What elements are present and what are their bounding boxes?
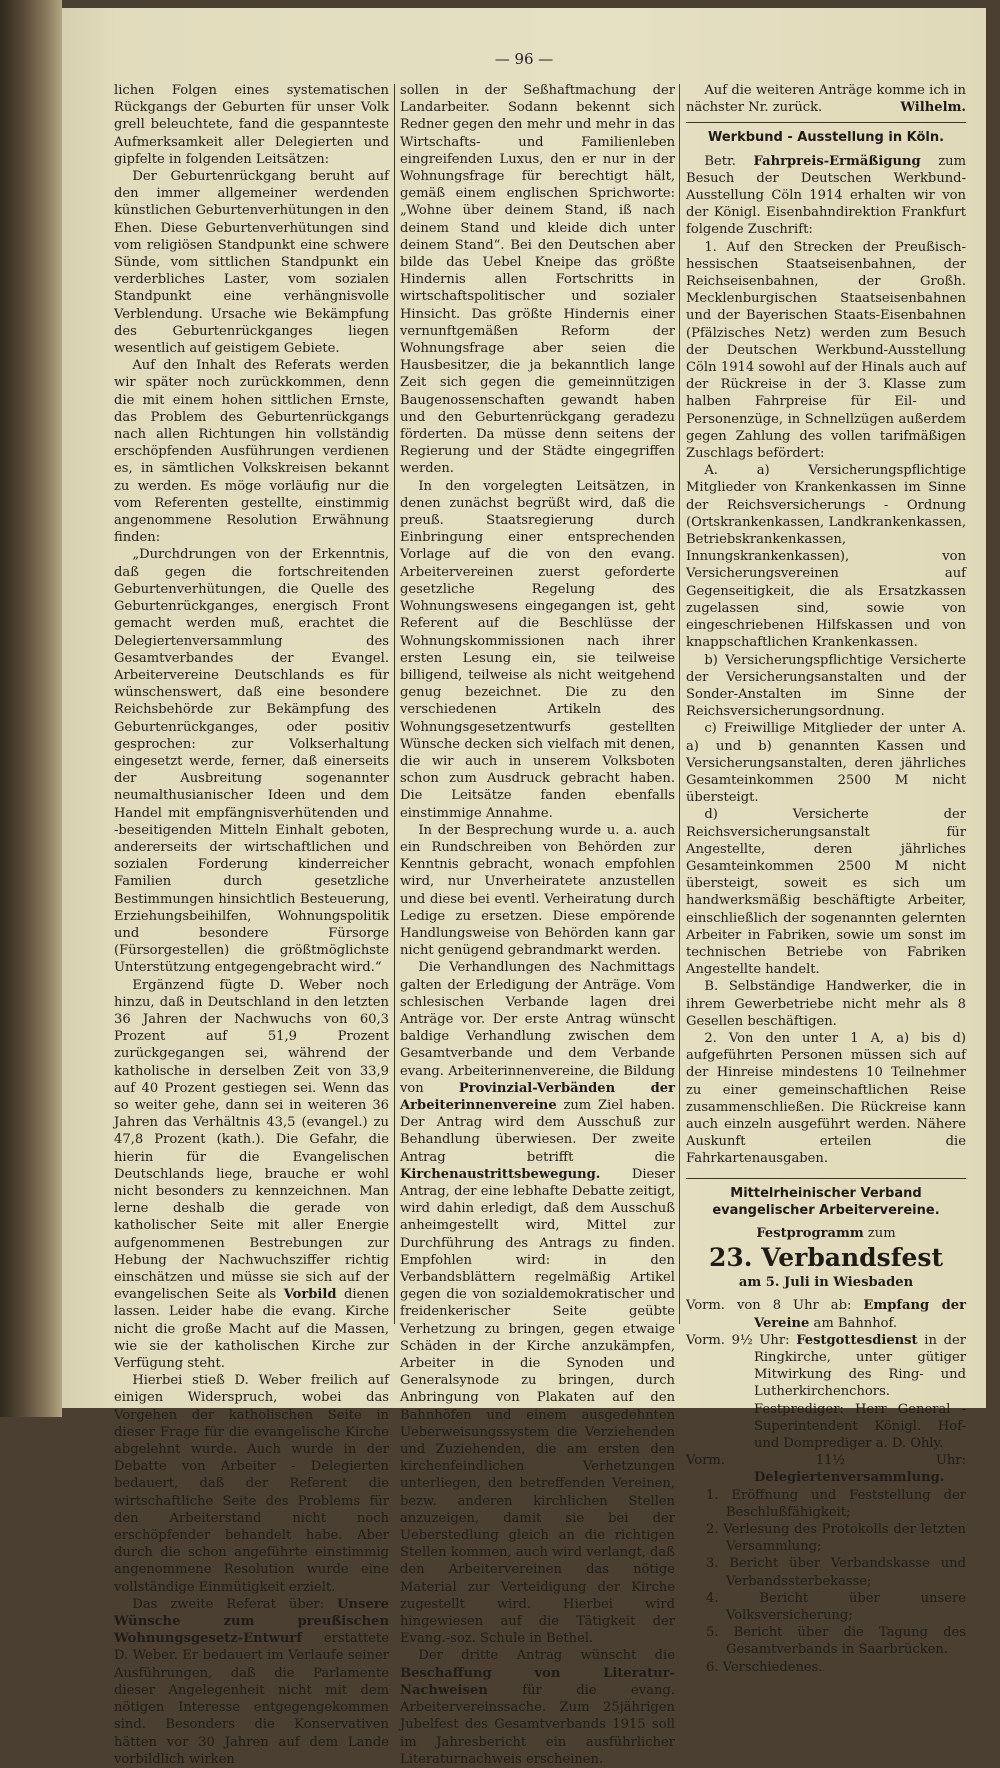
time: Vorm. 11½ Uhr: — [686, 1453, 966, 1469]
paragraph: A. a) Versicherungspflichtige Mitglieder von Krankenkassen im Sinne der Reichsversicherungs - Ordnung (Ortskrankenkassen, Landkrankenkassen, Betriebskrankenkassen, Innungskrankenkassen), von Versicherungsvereinen auf Gegenseitigkeit, die als Ersatzkassen zugelassen sind, sowie von eingeschriebenen Hilfskassen und von knappschaftlichen Krankenkassen. — [686, 463, 966, 651]
section-heading: Werkbund - Ausstellung in Köln. — [707, 130, 945, 146]
agenda-item: 3. Bericht über Verbandskasse und Verbandssterbekasse; — [706, 1556, 966, 1589]
paragraph: 2. Von den unter 1 A, a) bis d) aufgeführten Personen müssen sich auf der Hinreise mindestens 10 Teilnehmer zu einer gemeinschaftlichen Reise zusammenschließen. Die Rückreise kann auch einzeln ausgeführt werden. Nähere Auskunft erteilen die Fahrkartenausgaben. — [686, 1030, 966, 1167]
program-item — [686, 1297, 966, 1331]
column-1 — [114, 82, 390, 1767]
text: in der Ringkirche, unter gütiger Mitwirkung des Ring- und Lutherkirchenchors. Festprediger: Herr General - Superintendent Königl. Hof- und Domprediger a. D. Ohly. — [754, 1332, 966, 1452]
paragraph: b) Versicherungspflichtige Versicherte der Versicherungsanstalten und der Sonder-Anstalten im Sinne der Reichsversicherungsordnung. — [686, 652, 966, 720]
text: Der dritte Antrag wünscht die — [418, 1648, 675, 1664]
emphasis: Vorbild — [283, 1287, 337, 1303]
fest-line — [686, 1225, 966, 1242]
event-date: am 5. Juli in Wiesbaden — [738, 1275, 914, 1291]
agenda-item: 2. Verlesung des Protokolls der letzten Versammlung; — [706, 1522, 966, 1555]
program-title: Delegiertenversammlung. — [754, 1470, 945, 1486]
paragraph — [400, 1647, 675, 1767]
agenda-item: 1. Eröffnung und Feststellung der Beschlußfähigkeit; — [706, 1487, 966, 1520]
text: dienen lassen. Leider habe die evang. Kirche nicht die große Macht auf die Massen, wie sie der katholischen Kirche zur Verfügung steht. — [114, 1287, 389, 1372]
paragraph: Auf den Inhalt des Referats werden wir später noch zurückkommen, denn die mit einem hohen sittlichen Ernste, das Problem des Geburtenrückgangs nach allen Richtungen hin vollständig erschöpfenden Ausführungen verdienen es, in sämtlichen Volkskreisen bekannt zu werden. Es möge vorläufig nur die vom Referenten gestellte, einstimmig angenommene Resolution Erwähnung finden: — [114, 358, 389, 546]
text: Dieser Antrag, der eine lebhafte Debatte zeitigt, wird dahin erledigt, daß dem Ausschuß anheimgestellt wird, Mittel zur Durchführung des Antrags zu finden. Empfohlen wird: in den Verbandsblättern regelmäßig Artikel gegen die von sozialdemokratischer und freidenkerischer Seite geübte Verhetzung zu bringen, gegen etwaige Schäden in der Kirche anzukämpfen, Arbeiter in die Synoden und Generalsynode zu bringen, durch Anbringung von Plakaten auf den Bahnhöfen und einem ausgedehnten Ueberweisungssystem die Verziehenden und Zuziehenden, die am ersten den kirchenfeindlichen Verhetzungen unterliegen, den betreffenden Vereinen, bezw. anderen kirchlichen Stellen anzuzeigen, damit sie bei der Ueberstedlung gleich an die richtigen Stellen kommen, auch wird verlangt, daß den Arbeitervereinen das nötige Material zur Verteidigung der Kirche zugestellt wird. Hierbei wird hingewiesen auf die Tätigkeit der Evang.-soz. Schule in Bethel. — [400, 1166, 675, 1647]
emphasis: Provinzial-Verbänden der Arbeiterinnenvereine — [400, 1080, 675, 1113]
heading-inline: Unsere Wünsche zum preußischen Wohnungsgesetz-Entwurf — [114, 1596, 390, 1647]
paragraph: sollen in der Seßhaftmachung der Landarbeiter. Sodann bekennt sich Redner gegen den mehr und mehr in das Wirtschafts- und Familienleben eingreifenden Luxus, den er nur in der Wohnungsfrage für berechtigt hält, gemäß einem englischen Sprichworte: „Wohne über deinem Stand, iß nach deinem Stand und kleide dich unter deinem Stand“. Bei den Deutschen aber bilde das Uebel Kneipe das größte Hindernis allen Fortschritts in wirtschaftspolitischer und sozialer Hinsicht. Das größte Hindernis einer vernunftgemäßen Reform der Wohnungsfrage aber seien die Hausbesitzer, die ja bekanntlich lange Zeit sich gegen die gemeinnützigen Baugenossenschaften gewandt haben und den Geburtenrückgang geradezu förderten. Da müsse denn seitens der Regierung und der Städte eingegriffen werden. — [400, 83, 675, 477]
column-3 — [686, 82, 966, 1675]
agenda-item: 6. Verschiedenes. — [706, 1659, 823, 1675]
time: Vorm. 9½ Uhr: — [686, 1332, 790, 1348]
paragraph: Der Geburtenrückgang beruht auf den immer allgemeiner werdenden künstlichen Geburtenverhütungen in den Ehen. Diese Geburtenverhütungen sind vom religiösen Standpunkt eine schwere Sünde, vom sittlichen Standpunkt ein verderbliches Laster, vom sozialen Standpunkt eine verhängnisvolle Verblendung. Ursache wie Bekämpfung des Geburtenrückganges liegen wesentlich auf geistigem Gebiete. — [114, 169, 389, 357]
column-rule — [679, 84, 680, 1324]
paragraph — [686, 82, 966, 116]
section-heading: Mittelrheinischer Verband evangelischer Arbeitervereine. — [712, 1185, 940, 1218]
column-2 — [400, 82, 675, 1767]
text: zum — [867, 1226, 896, 1241]
text: am Bahnhof. — [813, 1315, 898, 1331]
paragraph — [114, 1596, 389, 1768]
emphasis: Beschaffung von Literatur-Nachweisen — [400, 1665, 675, 1698]
emphasis: Fahrpreis-Ermäßigung — [753, 153, 921, 169]
text: Ergänzend fügte D. Weber noch hinzu, daß in Deutschland in den letzten 36 Jahren der Nachwuchs von 60,3 Prozent auf 51,9 Prozent zurückgegangen sei, während der katholische in derselben Zeit von 33,9 auf 40 Prozent gestiegen sei. Wenn das so weiter gehe, dann sei in weiteren 36 Jahren das Verhältnis 43,5 (evangel.) zu 47,8 Prozent (kath.). Die Gefahr, die hierin für die Evangelischen Deutschlands liege, brauche er wohl nicht besonders zu kennzeichnen. Man lerne deshalb die gerade von katholischer Seite mit aller Energie aufgenommenen Bestrebungen zur Hebung der Nachwuchsziffer richtig einschätzen und müsse sie sich auf der evangelischen Seite als — [114, 977, 389, 1303]
newspaper-page — [62, 8, 986, 1767]
section-rule — [686, 122, 966, 123]
emphasis: Festprogramm — [756, 1226, 864, 1241]
paragraph — [686, 153, 966, 239]
agenda-list — [686, 1487, 966, 1676]
paragraph: In der Besprechung wurde u. a. auch ein Rundschreiben von Behörden zur Kenntnis gebracht, wonach empfohlen wird, nur Unverheiratete anzustellen und diese bei eventl. Verheiratung durch Ledige zu ersetzen. Diese empörende Handlungsweise von Behörden kann gar nicht genügend gebrandmarkt werden. — [400, 822, 675, 959]
paragraph: In den vorgelegten Leitsätzen, in denen zunächst begrüßt wird, daß die preuß. Staatsregierung durch Einbringung einer entsprechenden Vorlage auf die von den evang. Arbeitervereinen zuerst geforderte gesetzliche Regelung des Wohnungswesens eingegangen ist, geht Referent auf die Beschlüsse der Wohnungskommissionen nach ihrer ersten Lesung ein, sie teilweise billigend, teilweise als nicht weitgehend genug bezeichnet. Die zu den verschiedenen Artikeln des Wohnungsgesetzentwurfs gestellten Wünsche decken sich vielfach mit denen, die wir auch in unserem Volksboten schon zum Ausdruck gebracht haben. Die Leitsätze fanden ebenfalls einstimmige Annahme. — [400, 478, 675, 821]
paragraph — [400, 959, 675, 1647]
text: Auf die weiteren Anträge komme ich in nächster Nr. zurück. — [686, 83, 966, 116]
text: zum Besuch der Deutschen Werkbund-Ausstellung Cöln 1914 erhalten wir von der Königl. Eisenbahndirektion Frankfurt folgende Zuschrift: — [686, 153, 966, 238]
text: Die Verhandlungen des Nachmittags galten der Erledigung der Anträge. Vom schlesischen Verbande lagen drei Anträge vor. Der erste Antrag wünscht baldige Verhandlung zwischen dem Gesamtverbande und dem Verbande evang. Arbeiterinnenvereine, die Bildung von — [400, 960, 675, 1096]
text: zum Ziel haben. Der Antrag wird dem Ausschuß zur Behandlung überwiesen. Der zweite Antrag betrifft die — [400, 1097, 675, 1165]
text: Das zweite Referat über: — [132, 1596, 325, 1612]
paragraph — [114, 977, 389, 1373]
text: erstattete D. Weber. Er bedauert im Verlaufe seiner Ausführungen, daß die Parlamente dieser Angelegenheit nicht mit dem nötigen Interesse entgegengekommen sind. Besonders die Konservativen hätten vor 30 Jahren auf dem Lande vorbildlich wirken — [114, 1631, 389, 1767]
signature: Wilhelm. — [900, 100, 966, 116]
agenda-item: 4. Bericht über unsere Volksversicherung; — [706, 1590, 966, 1624]
time: Vorm. von 8 Uhr ab: — [686, 1298, 852, 1314]
column-rule — [394, 84, 395, 1324]
program-title: Festgottesdienst — [796, 1332, 918, 1348]
program-title: Empfang der Vereine — [754, 1298, 966, 1331]
event-title: 23. Verbandsfest — [708, 1243, 944, 1273]
text: für die evang. Arbeitervereinssache. Zum 25jährigen Jubelfest des Gesamtverbands 1915 soll im Jahresbericht ein ausführlicher Literaturnachweis erscheinen. — [400, 1682, 675, 1767]
book-binding-edge — [0, 0, 62, 1417]
resolution-quote: „Durchdrungen von der Erkenntnis, daß gegen die fortschreitenden Geburtenverhütungen, die Quelle des Geburtenrückganges, energisch Front gemacht werden muß, erachtet die Delegiertenversammlung des Gesamtverbandes der Evangel. Arbeitervereine Deutschlands es für wünschenswert, daß eine besondere Reichsbehörde zur Bekämpfung des Geburtenrückganges, oder positiv gesprochen: zur Volkserhaltung eingesetzt werde, ferner, daß einerseits der Ausbreitung sogenannter neumalthusianischer Ideen und dem Handel mit empfängnisverhütenden und -beseitigenden Mitteln Einhalt geboten, andererseits der wirtschaftlichen und sozialen Forderung kinderreicher Familien durch gesetzliche Bestimmungen hinsichtlich Besteuerung, Erziehungsbeihilfen, Wohnungspolitik und besondere Fürsorge (Fürsorgestellen) die größtmöglichste Unterstützung entgegengebracht wird.“ — [114, 547, 389, 976]
program-item — [686, 1332, 966, 1452]
emphasis: Kirchenaustrittsbewegung. — [400, 1166, 601, 1182]
paragraph: c) Freiwillige Mitglieder der unter A. a) und b) genannten Kassen und Versicherungsanstalten, deren jährliches Gesamteinkommen 2500 M nicht übersteigt. — [686, 721, 966, 806]
program-item — [686, 1452, 966, 1486]
paragraph: lichen Folgen eines systematischen Rückgangs der Geburten für unser Volk grell beleuchtete, fand die gespannteste Aufmerksamkeit aller Delegierten und gipfelte in folgenden Leitsätzen: — [114, 83, 389, 167]
paragraph: B. Selbständige Handwerker, die in ihrem Gewerbetriebe nicht mehr als 8 Gesellen beschäftigen. — [686, 979, 966, 1029]
paragraph: 1. Auf den Strecken der Preußisch-hessischen Staatseisenbahnen, der Reichseisenbahnen, der Großh. Mecklenburgischen Staatseisenbahnen und der Bayerischen Staats-Eisenbahnen (Pfälzisches Netz) werden zum Besuch der Deutschen Werkbund-Ausstellung Cöln 1914 sowohl auf der Hinals auch auf der Rückreise in der 3. Klasse zum halben Fahrpreise für Eil- und Personenzüge, in Schnellzügen außerdem gegen Zahlung des vollen tarifmäßigen Zuschlags befördert: — [686, 239, 966, 462]
agenda-item: 5. Bericht über die Tagung des Gesamtverbands in Saarbrücken. — [706, 1625, 966, 1658]
paragraph: Hierbei stieß D. Weber freilich auf einigen Widerspruch, wobei das Vorgehen der katholischen Seite in dieser Frage für die evangelische Kirche abgelehnt wurde. Auch wurde in der Debatte von Arbeiter - Delegierten bedauert, daß der Referent die wirtschaftliche Seite des Problems für den Arbeiterstand nicht noch erschöpfender behandelt habe. Aber durch die schon angeführte einstimmig angenommene Resolution wurde eine vollständige Einmütigkeit erzielt. — [114, 1373, 389, 1595]
section-rule — [686, 1178, 966, 1179]
paragraph: d) Versicherte der Reichsversicherungsanstalt für Angestellte, deren jährliches Gesamteinkommen 2500 M nicht übersteigt, soweit es sich um handwerksmäßig beschäftigte Arbeiter, einschließlich der sogenannten gelernten Arbeiter in Fabriken, sowie um sonst im technischen Betriebe von Fabriken Angestellte handelt. — [686, 807, 966, 978]
text: Betr. — [704, 153, 736, 169]
page-number: — 96 — — [494, 50, 554, 68]
